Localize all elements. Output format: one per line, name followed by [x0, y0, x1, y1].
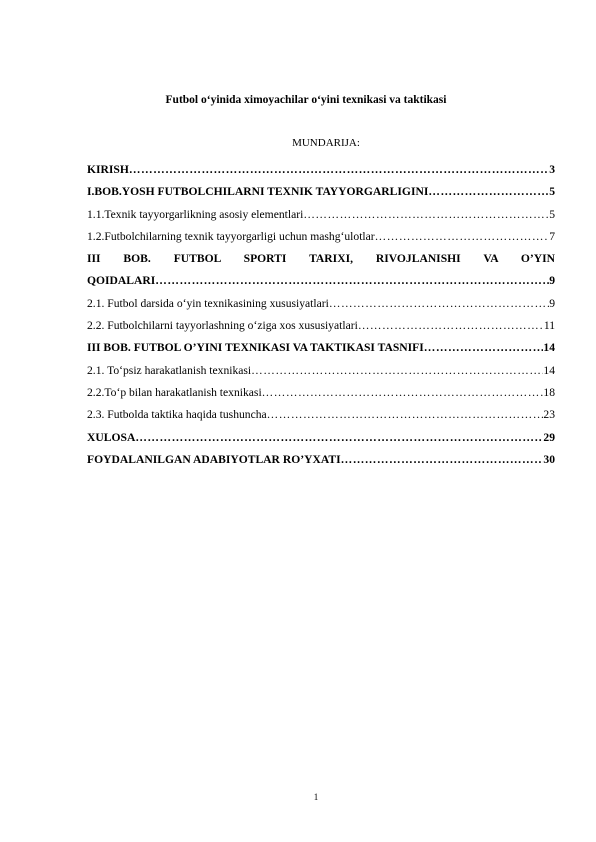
toc-entry-label: KIRISH — [87, 163, 129, 176]
toc-entry[interactable] — [87, 382, 555, 404]
toc-leader-dots — [428, 181, 549, 203]
toc-leader-dots — [358, 315, 544, 337]
toc-entry-page: 9 — [549, 296, 555, 310]
toc-leader-dots — [129, 159, 549, 181]
toc-entry[interactable] — [87, 315, 555, 337]
toc-entry[interactable] — [87, 360, 555, 382]
toc-entry[interactable] — [87, 427, 555, 449]
toc-leader-dots — [375, 226, 550, 248]
toc-entry[interactable] — [87, 404, 555, 426]
toc-entry[interactable] — [87, 293, 555, 315]
toc-entry[interactable] — [87, 248, 555, 270]
toc-entry-page: 30 — [543, 452, 555, 466]
toc-entry-page: 14 — [543, 341, 555, 355]
toc-leader-dots — [329, 293, 549, 315]
toc-entry-page: 5 — [549, 185, 555, 199]
toc-entry-label: III BOB. FUTBOL O’YINI TEXNIKASI VA TAKTIKASI TASNIFI — [87, 341, 424, 355]
toc-entry-page: 18 — [543, 385, 555, 399]
toc-entry-page: 11 — [543, 319, 555, 333]
toc-entry-label: 2.2.To‘p bilan harakatlanish texnikasi — [87, 385, 262, 399]
toc-entry[interactable] — [87, 159, 555, 181]
toc-entry[interactable] — [87, 181, 555, 203]
toc-entry-label: I.BOB.YOSH FUTBOLCHILARNI TEXNIK TAYYORGARLIGINI — [87, 185, 429, 199]
toc-leader-dots — [251, 360, 543, 382]
toc-leader-dots — [303, 204, 549, 226]
toc-leader-dots — [155, 270, 549, 292]
toc-entry-label: 2.1. Futbol darsida o‘yin texnikasining xususiyatlari — [87, 296, 329, 310]
toc-entry-page: 7 — [549, 229, 555, 243]
document-title: Futbol o‘yinida ximoyachilar o‘yini texnikasi va taktikasi — [165, 94, 447, 106]
toc-entry-page: 29 — [543, 430, 555, 444]
toc-entry[interactable] — [87, 270, 555, 292]
toc-entry-page: 9 — [549, 274, 555, 288]
toc-entry[interactable] — [87, 204, 555, 226]
toc-entry[interactable] — [87, 337, 555, 359]
toc-entry-label: FOYDALANILGAN ADABIYOTLAR RO’YXATI — [87, 452, 341, 466]
toc-leader-dots — [341, 449, 544, 471]
toc-entry-label: QOIDALARI — [87, 274, 156, 288]
toc-entry-label: XULOSA — [87, 430, 136, 444]
toc-leader-dots — [262, 382, 544, 404]
table-of-contents — [87, 159, 555, 471]
toc-entry-label: 2.1. To‘psiz harakatlanish texnikasi — [87, 363, 252, 377]
toc-heading: MUNDARIJA: — [292, 137, 360, 149]
toc-entry-page: 3 — [549, 163, 555, 176]
toc-entry-label: 1.2.Futbolchilarning texnik tayyorgarligi uchun mashg‘ulotlar — [87, 229, 375, 243]
toc-leader-dots — [424, 337, 544, 359]
toc-leader-dots — [135, 427, 543, 449]
toc-entry-label: 2.2. Futbolchilarni tayyorlashning o‘ziga xos xususiyatlari — [87, 319, 358, 333]
toc-entry-page: 14 — [543, 363, 555, 377]
toc-entry[interactable] — [87, 449, 555, 471]
page-number: 1 — [313, 792, 319, 802]
toc-entry[interactable] — [87, 226, 555, 248]
toc-entry-label: 1.1.Texnik tayyorgarlikning asosiy elementlari — [87, 207, 304, 221]
toc-entry-label: III BOB. FUTBOL SPORTI TARIXI, RIVOJLANISHI VA O’YIN — [87, 252, 555, 266]
toc-entry-label: 2.3. Futbolda taktika haqida tushuncha — [87, 408, 267, 422]
toc-entry-page: 23 — [543, 408, 555, 422]
toc-leader-dots — [267, 404, 544, 426]
toc-entry-page: 5 — [549, 207, 555, 221]
